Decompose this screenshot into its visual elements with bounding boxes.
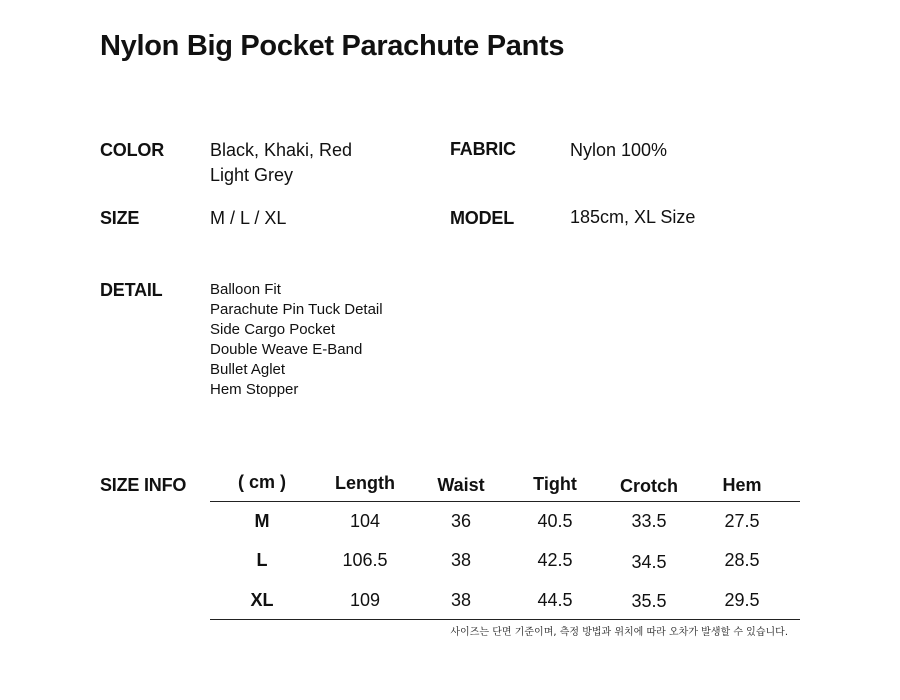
waist-cell: 36 — [450, 511, 472, 531]
detail-item: Hem Stopper — [210, 381, 299, 398]
header-waist: Waist — [437, 475, 485, 495]
detail-label: DETAIL — [100, 280, 163, 300]
detail-list — [210, 280, 383, 400]
crotch-cell: 34.5 — [631, 552, 667, 572]
header-tight: Tight — [533, 474, 577, 494]
size-label: SIZE — [100, 208, 140, 228]
size-table-header — [210, 471, 800, 502]
hem-cell: 28.5 — [724, 550, 760, 570]
header-length: Length — [335, 473, 395, 493]
detail-item: Double Weave E-Band — [210, 341, 363, 358]
tight-cell: 42.5 — [537, 550, 573, 570]
table-row — [210, 542, 800, 582]
table-row — [210, 582, 800, 622]
length-cell: 109 — [349, 590, 381, 610]
model-value: 185cm, XL Size — [570, 207, 696, 227]
header-crotch: Crotch — [620, 476, 678, 496]
size-table — [210, 471, 800, 622]
fabric-label: FABRIC — [450, 139, 516, 159]
size-cell: XL — [250, 590, 274, 610]
fabric-value: Nylon 100% — [570, 140, 668, 160]
hem-cell: 29.5 — [724, 590, 760, 610]
crotch-cell: 35.5 — [631, 591, 667, 611]
size-cell: L — [256, 550, 268, 570]
size-note: 사이즈는 단면 기준이며, 측정 방법과 위치에 따라 오차가 발생할 수 있습니다. — [450, 627, 788, 638]
table-row — [210, 502, 800, 542]
color-value-line1: Black, Khaki, Red — [210, 140, 353, 160]
color-value-line2: Light Grey — [210, 165, 294, 185]
detail-item: Side Cargo Pocket — [210, 321, 336, 338]
header-hem: Hem — [722, 475, 762, 495]
tight-cell: 40.5 — [537, 511, 573, 531]
detail-item: Balloon Fit — [210, 281, 281, 298]
waist-cell: 38 — [450, 590, 472, 610]
length-cell: 104 — [349, 511, 381, 531]
size-cell: M — [254, 511, 270, 531]
waist-cell: 38 — [450, 550, 472, 570]
page-title: Nylon Big Pocket Parachute Pants — [100, 30, 565, 62]
tight-cell: 44.5 — [537, 590, 573, 610]
size-value: M / L / XL — [210, 208, 287, 228]
hem-cell: 27.5 — [724, 511, 760, 531]
detail-item: Bullet Aglet — [210, 361, 286, 378]
length-cell: 106.5 — [342, 550, 388, 570]
model-label: MODEL — [450, 208, 514, 228]
color-label: COLOR — [100, 140, 164, 160]
size-info-label: SIZE INFO — [100, 475, 187, 495]
header-unit: ( cm ) — [237, 472, 286, 492]
table-bottom-divider — [210, 619, 800, 620]
detail-item: Parachute Pin Tuck Detail — [210, 301, 383, 318]
crotch-cell: 33.5 — [631, 511, 667, 531]
